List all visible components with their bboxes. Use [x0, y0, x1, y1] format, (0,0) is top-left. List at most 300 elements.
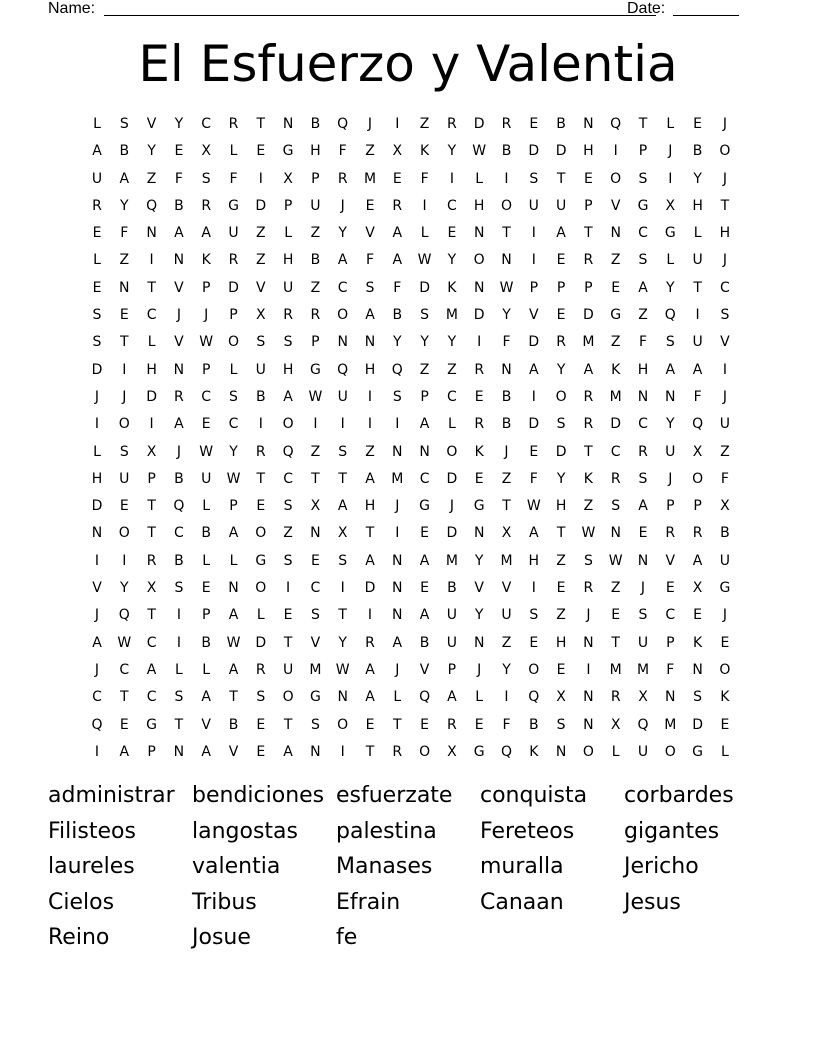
- grid-letter: I: [149, 416, 154, 433]
- grid-letter: N: [228, 580, 239, 597]
- grid-letter: O: [227, 334, 240, 351]
- grid-letter: F: [638, 334, 648, 351]
- grid-letter: N: [583, 716, 594, 733]
- grid-letter: S: [174, 580, 184, 597]
- grid-letter: S: [119, 443, 129, 460]
- grid-letter: C: [92, 689, 102, 706]
- grid-letter: H: [473, 197, 485, 214]
- grid-letter: B: [528, 716, 539, 733]
- grid-letter: A: [365, 661, 375, 678]
- grid-letter: U: [719, 416, 731, 433]
- grid-letter: R: [392, 197, 403, 214]
- grid-letter: T: [584, 225, 593, 242]
- grid-letter: P: [229, 498, 238, 515]
- grid-letter: I: [122, 552, 127, 569]
- grid-letter: A: [419, 416, 430, 433]
- grid-letter: O: [282, 689, 294, 706]
- grid-letter: B: [447, 580, 457, 597]
- grid-letter: H: [364, 498, 376, 515]
- grid-letter: G: [228, 197, 239, 214]
- grid-letter: Z: [556, 552, 566, 569]
- word-bank-row: [48, 887, 788, 923]
- grid-letter: S: [365, 279, 375, 296]
- grid-letter: R: [583, 416, 594, 433]
- grid-letter: J: [94, 661, 100, 678]
- grid-letter: C: [201, 388, 212, 405]
- grid-letter: I: [504, 689, 509, 706]
- grid-letter: J: [722, 116, 727, 132]
- grid-letter: Y: [120, 580, 129, 597]
- grid-letter: I: [149, 252, 154, 269]
- grid-letter: N: [337, 334, 348, 351]
- grid-letter: Y: [447, 252, 457, 269]
- grid-letter: N: [91, 525, 103, 542]
- grid-letter: U: [637, 743, 649, 760]
- grid-letter: G: [664, 225, 676, 242]
- grid-letter: J: [722, 388, 727, 405]
- grid-letter: H: [310, 143, 321, 160]
- grid-letter: G: [419, 498, 431, 515]
- grid-letter: O: [118, 525, 130, 542]
- grid-letter: X: [610, 716, 621, 733]
- grid-letter: A: [228, 607, 239, 624]
- grid-letter: H: [583, 143, 594, 160]
- grid-letter: N: [473, 634, 485, 651]
- grid-letter: E: [474, 470, 484, 487]
- grid-letter: B: [419, 634, 430, 651]
- grid-letter: A: [119, 170, 130, 187]
- grid-letter: I: [286, 580, 291, 597]
- grid-letter: L: [93, 116, 101, 132]
- grid-letter: F: [229, 170, 238, 187]
- grid-letter: N: [501, 252, 512, 269]
- grid-letter: S: [529, 170, 539, 187]
- grid-letter: I: [613, 143, 618, 160]
- grid-letter: Y: [474, 552, 484, 569]
- grid-letter: Z: [365, 143, 375, 160]
- grid-letter: R: [556, 334, 566, 351]
- grid-letter: I: [94, 743, 100, 760]
- grid-letter: N: [473, 279, 485, 296]
- grid-letter: R: [228, 116, 239, 132]
- grid-letter: O: [692, 470, 704, 487]
- grid-letter: O: [473, 252, 485, 269]
- grid-letter: D: [255, 197, 267, 214]
- grid-letter: R: [92, 197, 102, 214]
- grid-letter: N: [282, 116, 294, 132]
- grid-letter: L: [611, 743, 620, 760]
- grid-letter: Z: [610, 580, 621, 597]
- grid-letter: J: [477, 661, 482, 678]
- grid-row: [84, 275, 744, 302]
- grid-letter: E: [420, 716, 430, 733]
- grid-letter: T: [147, 498, 156, 515]
- grid-row: [84, 548, 744, 575]
- grid-letter: S: [119, 116, 129, 132]
- grid-letter: J: [94, 607, 100, 624]
- grid-letter: G: [146, 716, 158, 733]
- grid-letter: T: [256, 470, 266, 487]
- grid-letter: T: [120, 689, 129, 706]
- grid-letter: P: [529, 279, 539, 296]
- grid-letter: L: [693, 225, 702, 242]
- grid-letter: X: [692, 580, 703, 597]
- grid-letter: N: [392, 443, 403, 460]
- grid-letter: C: [447, 197, 457, 214]
- grid-letter: E: [365, 716, 375, 733]
- grid-letter: S: [283, 552, 293, 569]
- grid-letter: E: [365, 197, 375, 214]
- grid-row: [84, 384, 744, 411]
- grid-letter: X: [337, 525, 348, 542]
- grid-letter: R: [583, 252, 594, 269]
- grid-letter: G: [309, 361, 321, 378]
- grid-letter: V: [665, 552, 676, 569]
- grid-letter: A: [392, 252, 403, 269]
- grid-letter: U: [446, 607, 458, 624]
- grid-letter: P: [420, 388, 429, 405]
- grid-letter: I: [258, 416, 263, 433]
- grid-letter: S: [310, 607, 320, 624]
- word-bank-item: conquista: [480, 783, 588, 808]
- word-bank-item: Efrain: [336, 889, 401, 915]
- grid-letter: S: [720, 307, 730, 324]
- grid-letter: B: [556, 116, 566, 132]
- grid-letter: S: [310, 716, 320, 733]
- grid-letter: V: [201, 716, 211, 733]
- grid-letter: E: [392, 170, 402, 187]
- grid-letter: Q: [637, 716, 649, 733]
- grid-letter: B: [692, 143, 703, 160]
- grid-letter: L: [666, 116, 675, 132]
- name-label: Name:: [48, 0, 96, 17]
- grid-letter: N: [173, 252, 185, 269]
- grid-letter: D: [91, 361, 103, 378]
- grid-letter: J: [395, 661, 400, 678]
- grid-letter: U: [228, 225, 239, 242]
- word-bank-row: [48, 922, 788, 958]
- grid-letter: F: [693, 388, 702, 405]
- word-bank-item: esfuerzate: [336, 783, 453, 808]
- grid-letter: S: [338, 552, 348, 569]
- grid-letter: A: [337, 498, 348, 515]
- grid-letter: F: [338, 143, 347, 160]
- grid-letter: J: [176, 307, 181, 324]
- grid-letter: L: [93, 443, 101, 460]
- word-bank-item: Josue: [192, 925, 251, 950]
- grid-letter: R: [283, 307, 293, 324]
- grid-row: [84, 357, 744, 384]
- grid-letter: M: [500, 552, 513, 569]
- grid-letter: K: [474, 443, 484, 460]
- grid-letter: S: [638, 170, 648, 187]
- grid-letter: W: [499, 279, 514, 296]
- grid-letter: S: [638, 470, 648, 487]
- grid-letter: E: [283, 607, 293, 624]
- grid-letter: I: [367, 388, 373, 405]
- grid-letter: I: [258, 170, 263, 187]
- grid-letter: O: [555, 388, 567, 405]
- grid-letter: N: [637, 552, 649, 569]
- grid-letter: E: [720, 716, 730, 733]
- word-bank-item: fe: [336, 925, 358, 950]
- grid-letter: T: [638, 116, 648, 132]
- grid-letter: T: [147, 279, 156, 296]
- grid-letter: E: [256, 498, 266, 515]
- grid-letter: G: [255, 552, 267, 569]
- grid-letter: A: [119, 743, 130, 760]
- grid-letter: W: [226, 634, 241, 651]
- grid-letter: L: [475, 689, 484, 706]
- grid-letter: E: [119, 307, 129, 324]
- grid-letter: P: [147, 470, 156, 487]
- grid-letter: D: [91, 498, 103, 515]
- grid-letter: T: [147, 525, 156, 542]
- grid-letter: Z: [256, 252, 266, 269]
- grid-row: [84, 684, 744, 711]
- grid-letter: G: [282, 143, 294, 160]
- word-bank-item: corbardes: [624, 783, 734, 808]
- grid-letter: I: [531, 580, 536, 597]
- grid-letter: H: [692, 197, 703, 214]
- grid-letter: R: [365, 634, 375, 651]
- grid-letter: W: [608, 552, 623, 569]
- grid-letter: B: [501, 143, 512, 160]
- grid-letter: H: [282, 252, 294, 269]
- grid-letter: Z: [310, 225, 321, 242]
- grid-letter: T: [611, 634, 620, 651]
- grid-row: [84, 138, 744, 165]
- date-label: Date:: [627, 0, 666, 17]
- grid-letter: C: [638, 225, 648, 242]
- grid-letter: I: [176, 607, 181, 624]
- grid-letter: N: [473, 525, 485, 542]
- grid-letter: Q: [337, 116, 349, 132]
- grid-letter: O: [582, 743, 594, 760]
- grid-letter: E: [529, 116, 539, 132]
- grid-letter: Q: [337, 361, 349, 378]
- grid-letter: K: [529, 743, 539, 760]
- grid-letter: O: [282, 416, 294, 433]
- grid-letter: Z: [610, 334, 621, 351]
- grid-letter: S: [229, 388, 238, 405]
- grid-letter: M: [609, 661, 622, 678]
- grid-letter: I: [94, 552, 100, 569]
- grid-letter: R: [583, 580, 594, 597]
- grid-letter: M: [309, 661, 322, 678]
- grid-letter: D: [228, 279, 239, 296]
- grid-row: [84, 466, 744, 493]
- grid-letter: Y: [120, 197, 129, 214]
- grid-letter: P: [693, 498, 702, 515]
- grid-letter: E: [556, 307, 566, 324]
- grid-letter: A: [419, 552, 430, 569]
- grid-letter: S: [611, 498, 621, 515]
- grid-letter: T: [311, 470, 320, 487]
- grid-letter: A: [228, 525, 239, 542]
- grid-letter: C: [146, 634, 157, 651]
- grid-letter: D: [528, 416, 540, 433]
- grid-letter: A: [283, 743, 293, 760]
- grid-letter: U: [91, 170, 103, 187]
- grid-letter: T: [338, 470, 347, 487]
- grid-letter: F: [502, 716, 511, 733]
- grid-letter: N: [337, 689, 348, 706]
- grid-letter: Y: [338, 225, 347, 242]
- grid-letter: E: [556, 252, 566, 269]
- grid-letter: Q: [91, 716, 103, 733]
- grid-letter: A: [92, 634, 102, 651]
- grid-letter: P: [311, 334, 320, 351]
- grid-letter: R: [337, 170, 348, 187]
- word-bank-item: Jericho: [624, 854, 699, 879]
- word-bank-item: palestina: [336, 818, 437, 844]
- grid-letter: I: [695, 307, 700, 324]
- grid-letter: F: [666, 661, 675, 678]
- grid-letter: L: [393, 689, 402, 706]
- grid-letter: H: [555, 498, 567, 515]
- grid-letter: S: [529, 607, 539, 624]
- grid-letter: V: [501, 580, 512, 597]
- grid-letter: F: [393, 279, 402, 296]
- grid-letter: R: [610, 470, 621, 487]
- grid-letter: T: [502, 225, 511, 242]
- grid-letter: F: [502, 334, 511, 351]
- grid-letter: L: [202, 498, 211, 515]
- grid-letter: I: [531, 252, 536, 269]
- grid-letter: Y: [693, 170, 702, 187]
- grid-letter: Y: [147, 143, 156, 160]
- grid-letter: W: [335, 661, 350, 678]
- grid-letter: Z: [501, 470, 512, 487]
- grid-letter: O: [446, 443, 458, 460]
- grid-letter: R: [392, 743, 403, 760]
- grid-letter: V: [92, 580, 102, 597]
- grid-letter: N: [119, 279, 130, 296]
- grid-letter: B: [392, 307, 403, 324]
- word-bank-item: Manases: [336, 854, 433, 879]
- grid-letter: E: [556, 580, 566, 597]
- grid-letter: D: [555, 443, 567, 460]
- grid-letter: H: [146, 361, 157, 378]
- grid-letter: R: [665, 525, 676, 542]
- grid-letter: H: [637, 361, 649, 378]
- grid-letter: S: [256, 689, 266, 706]
- grid-letter: Y: [666, 416, 675, 433]
- grid-letter: S: [556, 416, 566, 433]
- grid-letter: I: [340, 743, 345, 760]
- grid-letter: D: [528, 143, 540, 160]
- grid-letter: J: [668, 143, 673, 160]
- grid-letter: T: [174, 716, 184, 733]
- grid-letter: U: [282, 279, 294, 296]
- grid-letter: E: [201, 580, 211, 597]
- grid-letter: M: [363, 170, 377, 187]
- grid-letter: C: [119, 661, 130, 678]
- grid-letter: L: [666, 252, 675, 269]
- grid-letter: V: [610, 197, 621, 214]
- grid-letter: O: [719, 661, 731, 678]
- grid-letter: J: [722, 170, 727, 187]
- grid-letter: N: [173, 361, 185, 378]
- date-line: [673, 15, 739, 16]
- grid-letter: P: [584, 197, 593, 214]
- grid-letter: E: [693, 607, 703, 624]
- grid-letter: I: [531, 388, 536, 405]
- grid-letter: E: [611, 279, 621, 296]
- grid-letter: S: [174, 689, 184, 706]
- grid-letter: E: [256, 743, 266, 760]
- grid-letter: I: [367, 416, 373, 433]
- grid-letter: Z: [256, 225, 266, 242]
- grid-row: [84, 493, 744, 520]
- grid-letter: M: [636, 661, 650, 678]
- grid-letter: H: [364, 361, 376, 378]
- grid-letter: G: [473, 743, 485, 760]
- grid-letter: K: [611, 361, 621, 378]
- grid-letter: A: [201, 689, 211, 706]
- grid-letter: J: [504, 443, 509, 460]
- grid-letter: I: [367, 607, 373, 624]
- grid-row: [84, 166, 744, 193]
- grid-letter: R: [447, 716, 457, 733]
- grid-letter: T: [283, 716, 293, 733]
- grid-letter: T: [393, 716, 402, 733]
- grid-letter: O: [118, 416, 130, 433]
- grid-letter: D: [419, 279, 430, 296]
- grid-letter: P: [666, 498, 675, 515]
- grid-letter: V: [529, 307, 539, 324]
- grid-letter: I: [313, 416, 318, 433]
- grid-letter: B: [174, 470, 184, 487]
- grid-letter: B: [501, 416, 512, 433]
- grid-letter: V: [256, 279, 266, 296]
- grid-letter: C: [201, 116, 212, 132]
- grid-letter: N: [392, 580, 403, 597]
- grid-letter: Q: [146, 197, 158, 214]
- grid-letter: U: [501, 607, 512, 624]
- grid-letter: W: [226, 470, 241, 487]
- grid-letter: S: [556, 716, 566, 733]
- grid-letter: R: [447, 116, 457, 132]
- letter-grid: [84, 111, 744, 766]
- grid-letter: J: [640, 580, 646, 597]
- grid-letter: W: [199, 443, 214, 460]
- grid-letter: Y: [338, 634, 347, 651]
- grid-letter: O: [500, 197, 513, 214]
- grid-letter: Y: [502, 307, 511, 324]
- grid-letter: O: [337, 716, 349, 733]
- grid-letter: C: [283, 470, 293, 487]
- grid-letter: L: [229, 143, 238, 160]
- grid-letter: E: [529, 634, 539, 651]
- grid-letter: U: [719, 552, 731, 569]
- grid-letter: L: [202, 661, 211, 678]
- word-bank-item: gigantes: [624, 818, 720, 844]
- grid-letter: O: [337, 307, 349, 324]
- grid-letter: A: [365, 552, 375, 569]
- grid-letter: A: [392, 225, 403, 242]
- grid-letter: P: [229, 307, 238, 324]
- grid-letter: L: [202, 552, 211, 569]
- grid-letter: S: [392, 388, 402, 405]
- grid-letter: E: [474, 388, 484, 405]
- grid-letter: J: [586, 607, 591, 624]
- word-bank-row: [48, 816, 788, 852]
- grid-letter: J: [176, 443, 181, 460]
- grid-letter: P: [201, 607, 211, 624]
- grid-letter: K: [420, 143, 430, 160]
